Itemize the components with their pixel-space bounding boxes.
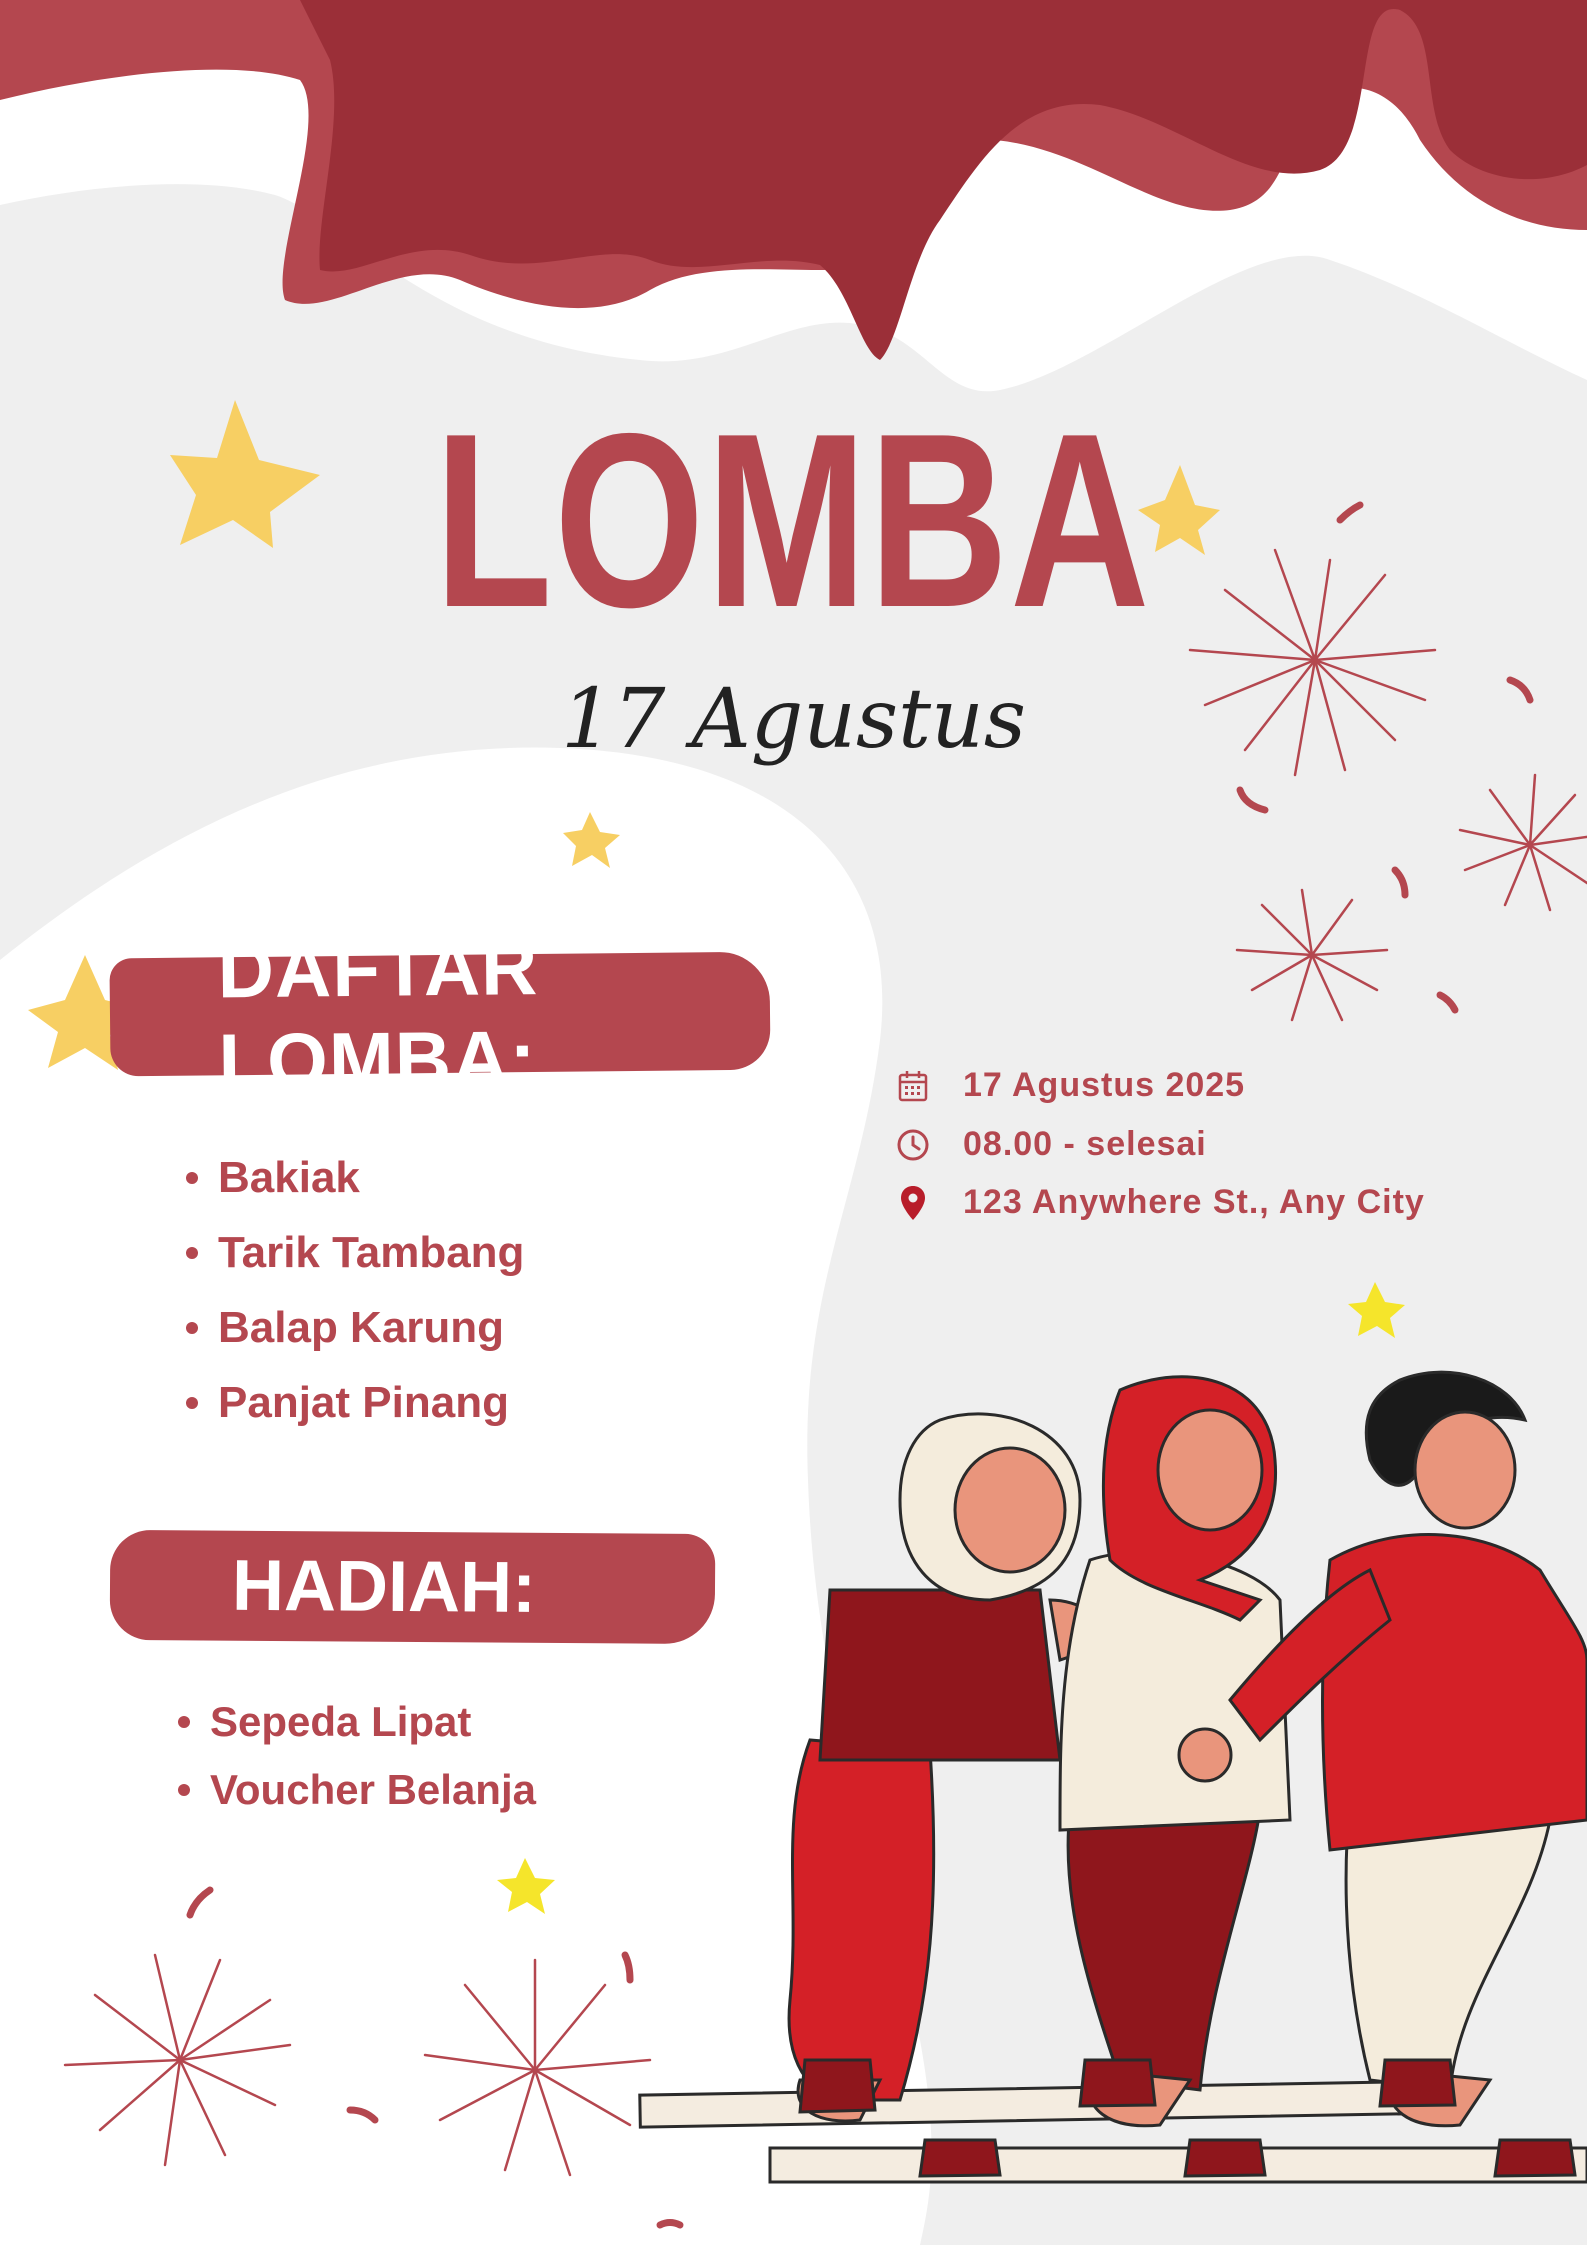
event-time (895, 1125, 1207, 1164)
event-date-text: 17 Agustus 2025 (963, 1066, 1246, 1104)
calendar-icon (895, 1068, 931, 1104)
event-date (895, 1066, 1245, 1105)
event-time-text: 08.00 - selesai (963, 1125, 1207, 1163)
list-item: Balap Karung (182, 1290, 524, 1365)
person-middle (1060, 1377, 1290, 2126)
list-item: Bakiak (182, 1140, 524, 1215)
list-item: Sepeda Lipat (174, 1688, 536, 1756)
location-pin-icon (895, 1185, 931, 1221)
list-item: Tarik Tambang (182, 1215, 524, 1290)
competition-list (182, 1140, 524, 1440)
prizes-list (174, 1688, 536, 1824)
event-location (895, 1183, 1425, 1222)
clock-icon (895, 1127, 931, 1163)
poster-title: LOMBA (434, 381, 1152, 659)
list-item: Panjat Pinang (182, 1365, 524, 1440)
list-item: Voucher Belanja (174, 1756, 536, 1824)
poster-subtitle: 17 Agustus (561, 672, 1026, 767)
prizes-heading: HADIAH: (110, 1530, 716, 1644)
event-location-text: 123 Anywhere St., Any City (963, 1183, 1425, 1221)
competition-list-heading: DAFTAR LOMBA: (109, 952, 770, 1077)
